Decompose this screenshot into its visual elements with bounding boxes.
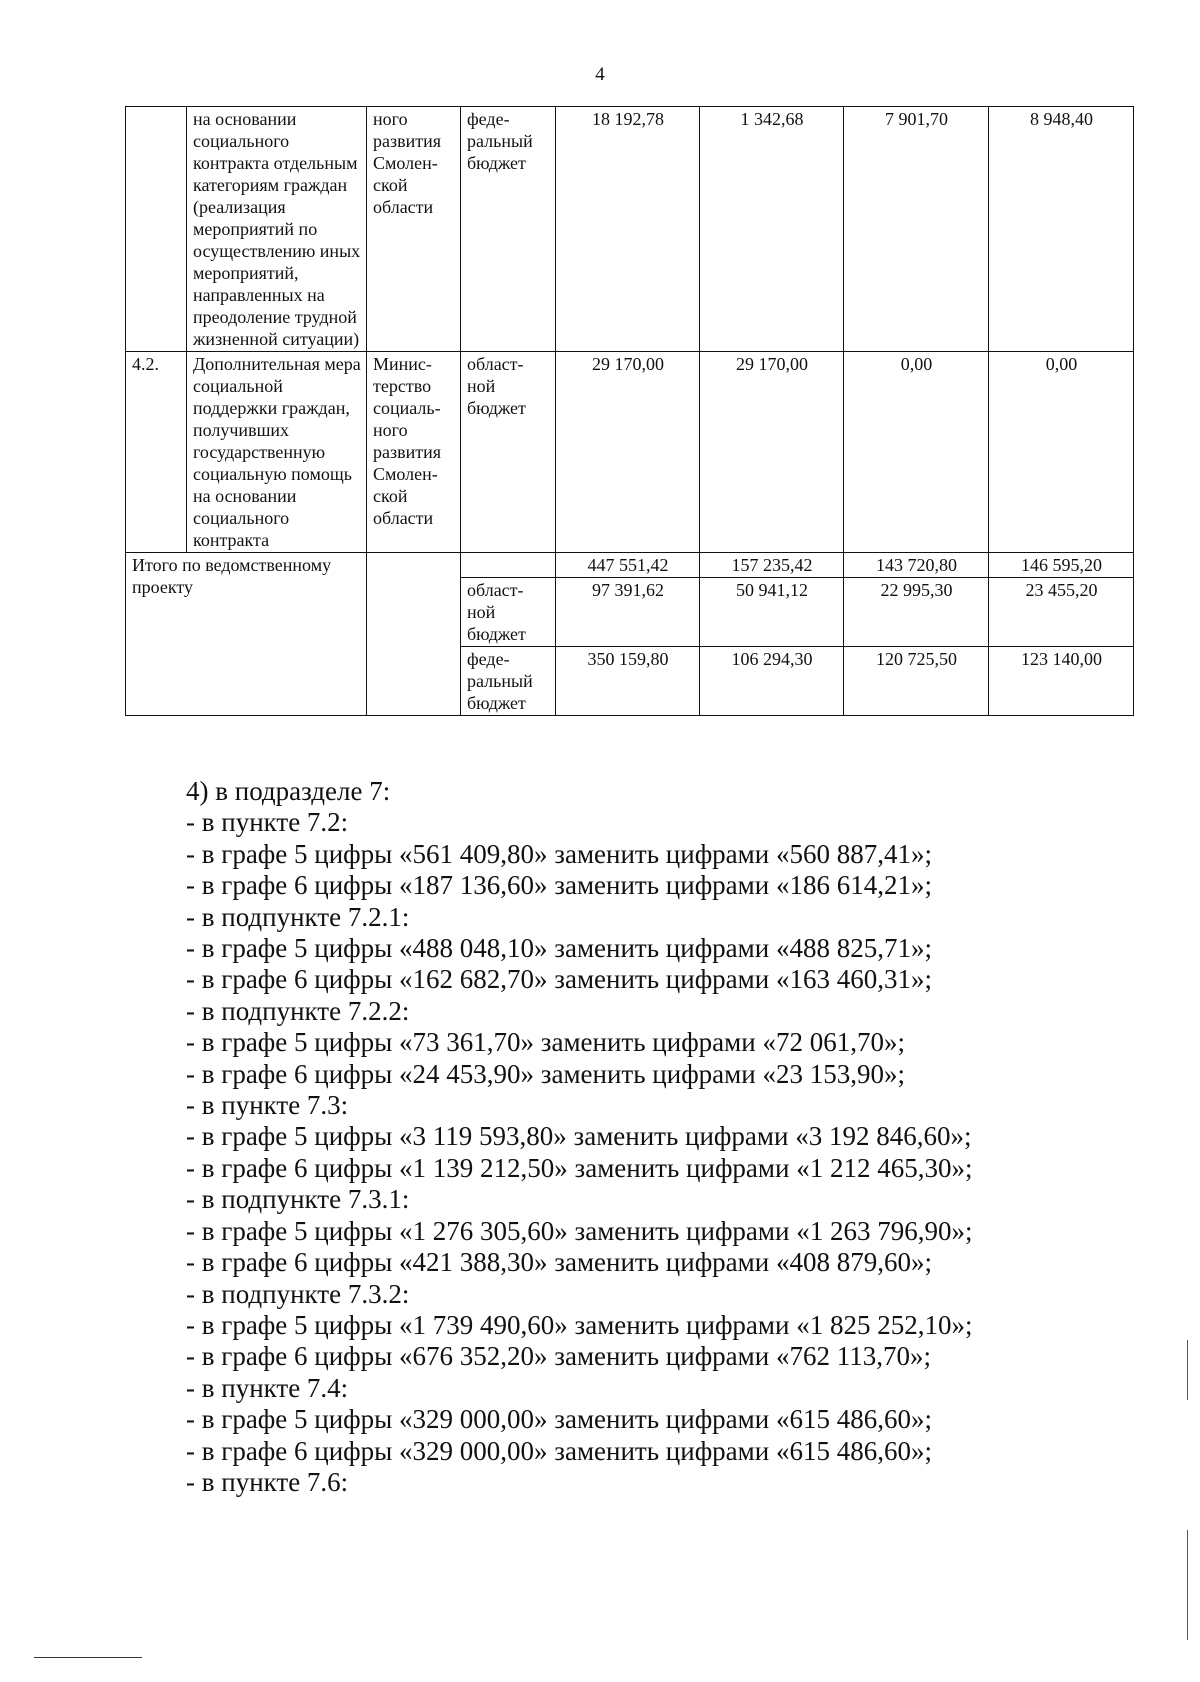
amendment-line: - в графе 6 цифры «24 453,90» заменить цифрами «23 153,90»; — [186, 1058, 905, 1089]
amendment-line: - в графе 6 цифры «329 000,00» заменить цифрами «615 486,60»; — [186, 1435, 932, 1466]
amendment-line: - в графе 6 цифры «1 139 212,50» заменить цифрами «1 212 465,30»; — [186, 1152, 973, 1183]
cell-value-year1: 50 941,12 — [700, 578, 844, 647]
cell-value-year3: 146 595,20 — [989, 553, 1134, 578]
amendment-line: - в графе 5 цифры «1 739 490,60» заменить цифрами «1 825 252,10»; — [186, 1309, 973, 1340]
cell-value-year3: 8 948,40 — [989, 107, 1134, 352]
amendment-line: - в пункте 7.6: — [186, 1466, 349, 1497]
page-number: 4 — [595, 64, 605, 85]
cell-value-total: 97 391,62 — [556, 578, 700, 647]
table-row — [126, 352, 1134, 553]
cell-number: 4.2. — [126, 352, 187, 553]
cell-value-year1: 29 170,00 — [700, 352, 844, 553]
scan-edge-mark — [1187, 1530, 1188, 1640]
cell-funding-source: феде-ральный бюджет — [461, 647, 556, 716]
cell-value-year2: 0,00 — [844, 352, 989, 553]
cell-value-year2: 22 995,30 — [844, 578, 989, 647]
cell-total-executor — [367, 553, 461, 716]
cell-executor: Минис-терство социаль-ного развития Смолен-ской области — [367, 352, 461, 553]
cell-value-total: 447 551,42 — [556, 553, 700, 578]
amendment-line: - в подпункте 7.3.2: — [186, 1278, 410, 1309]
amendment-line: - в пункте 7.2: — [186, 807, 349, 838]
cell-funding-source: феде-ральный бюджет — [461, 107, 556, 352]
scan-edge-mark — [1187, 1340, 1188, 1400]
cell-value-year3: 123 140,00 — [989, 647, 1134, 716]
cell-value-year1: 106 294,30 — [700, 647, 844, 716]
amendment-line: - в подпункте 7.3.1: — [186, 1184, 410, 1215]
amendment-line: - в пункте 7.3: — [186, 1090, 349, 1121]
cell-number — [126, 107, 187, 352]
amendment-heading: 4) в подразделе 7: — [186, 776, 391, 806]
cell-value-year3: 0,00 — [989, 352, 1134, 553]
amendments-list — [186, 776, 1146, 1498]
cell-measure-name: Дополнительная мера социальной поддержки граждан, получивших государственную социальную помощь на основании социального контракта — [187, 352, 367, 553]
cell-executor: ного развития Смолен-ской области — [367, 107, 461, 352]
cell-value-total: 350 159,80 — [556, 647, 700, 716]
cell-total-label: Итого по ведомственному проекту — [126, 553, 367, 716]
table-row — [126, 107, 1134, 352]
cell-value-year2: 143 720,80 — [844, 553, 989, 578]
cell-value-year1: 157 235,42 — [700, 553, 844, 578]
amendment-line: - в графе 5 цифры «3 119 593,80» заменить цифрами «3 192 846,60»; — [186, 1121, 972, 1152]
amendment-line: - в графе 6 цифры «162 682,70» заменить цифрами «163 460,31»; — [186, 964, 932, 995]
cell-value-year3: 23 455,20 — [989, 578, 1134, 647]
footnote-divider — [34, 1657, 142, 1658]
amendment-line: - в подпункте 7.2.1: — [186, 901, 410, 932]
amendment-line: - в графе 6 цифры «187 136,60» заменить цифрами «186 614,21»; — [186, 870, 932, 901]
amendment-line: - в графе 6 цифры «421 388,30» заменить цифрами «408 879,60»; — [186, 1247, 932, 1278]
table-row-total — [126, 553, 1134, 578]
amendment-line: - в графе 5 цифры «329 000,00» заменить цифрами «615 486,60»; — [186, 1404, 932, 1435]
amendment-line: - в графе 5 цифры «73 361,70» заменить цифрами «72 061,70»; — [186, 1027, 905, 1058]
amendment-line: - в графе 5 цифры «561 409,80» заменить цифрами «560 887,41»; — [186, 838, 932, 869]
cell-measure-name: на основании социального контракта отдельным категориям граждан (реализация мероприятий по осуществлению иных мероприятий, направленных на преодоление трудной жизненной ситуации) — [187, 107, 367, 352]
amendment-line: - в графе 5 цифры «488 048,10» заменить цифрами «488 825,71»; — [186, 933, 932, 964]
cell-funding-source: област-ной бюджет — [461, 352, 556, 553]
amendment-line: - в подпункте 7.2.2: — [186, 995, 410, 1026]
amendment-line: - в графе 5 цифры «1 276 305,60» заменить цифрами «1 263 796,90»; — [186, 1215, 973, 1246]
amendment-line: - в графе 6 цифры «676 352,20» заменить цифрами «762 113,70»; — [186, 1341, 931, 1372]
cell-value-total: 18 192,78 — [556, 107, 700, 352]
budget-table — [125, 106, 1134, 716]
cell-value-year2: 120 725,50 — [844, 647, 989, 716]
cell-value-year1: 1 342,68 — [700, 107, 844, 352]
cell-value-year2: 7 901,70 — [844, 107, 989, 352]
amendment-line: - в пункте 7.4: — [186, 1372, 349, 1403]
cell-funding-source — [461, 553, 556, 578]
cell-value-total: 29 170,00 — [556, 352, 700, 553]
cell-funding-source: област-ной бюджет — [461, 578, 556, 647]
